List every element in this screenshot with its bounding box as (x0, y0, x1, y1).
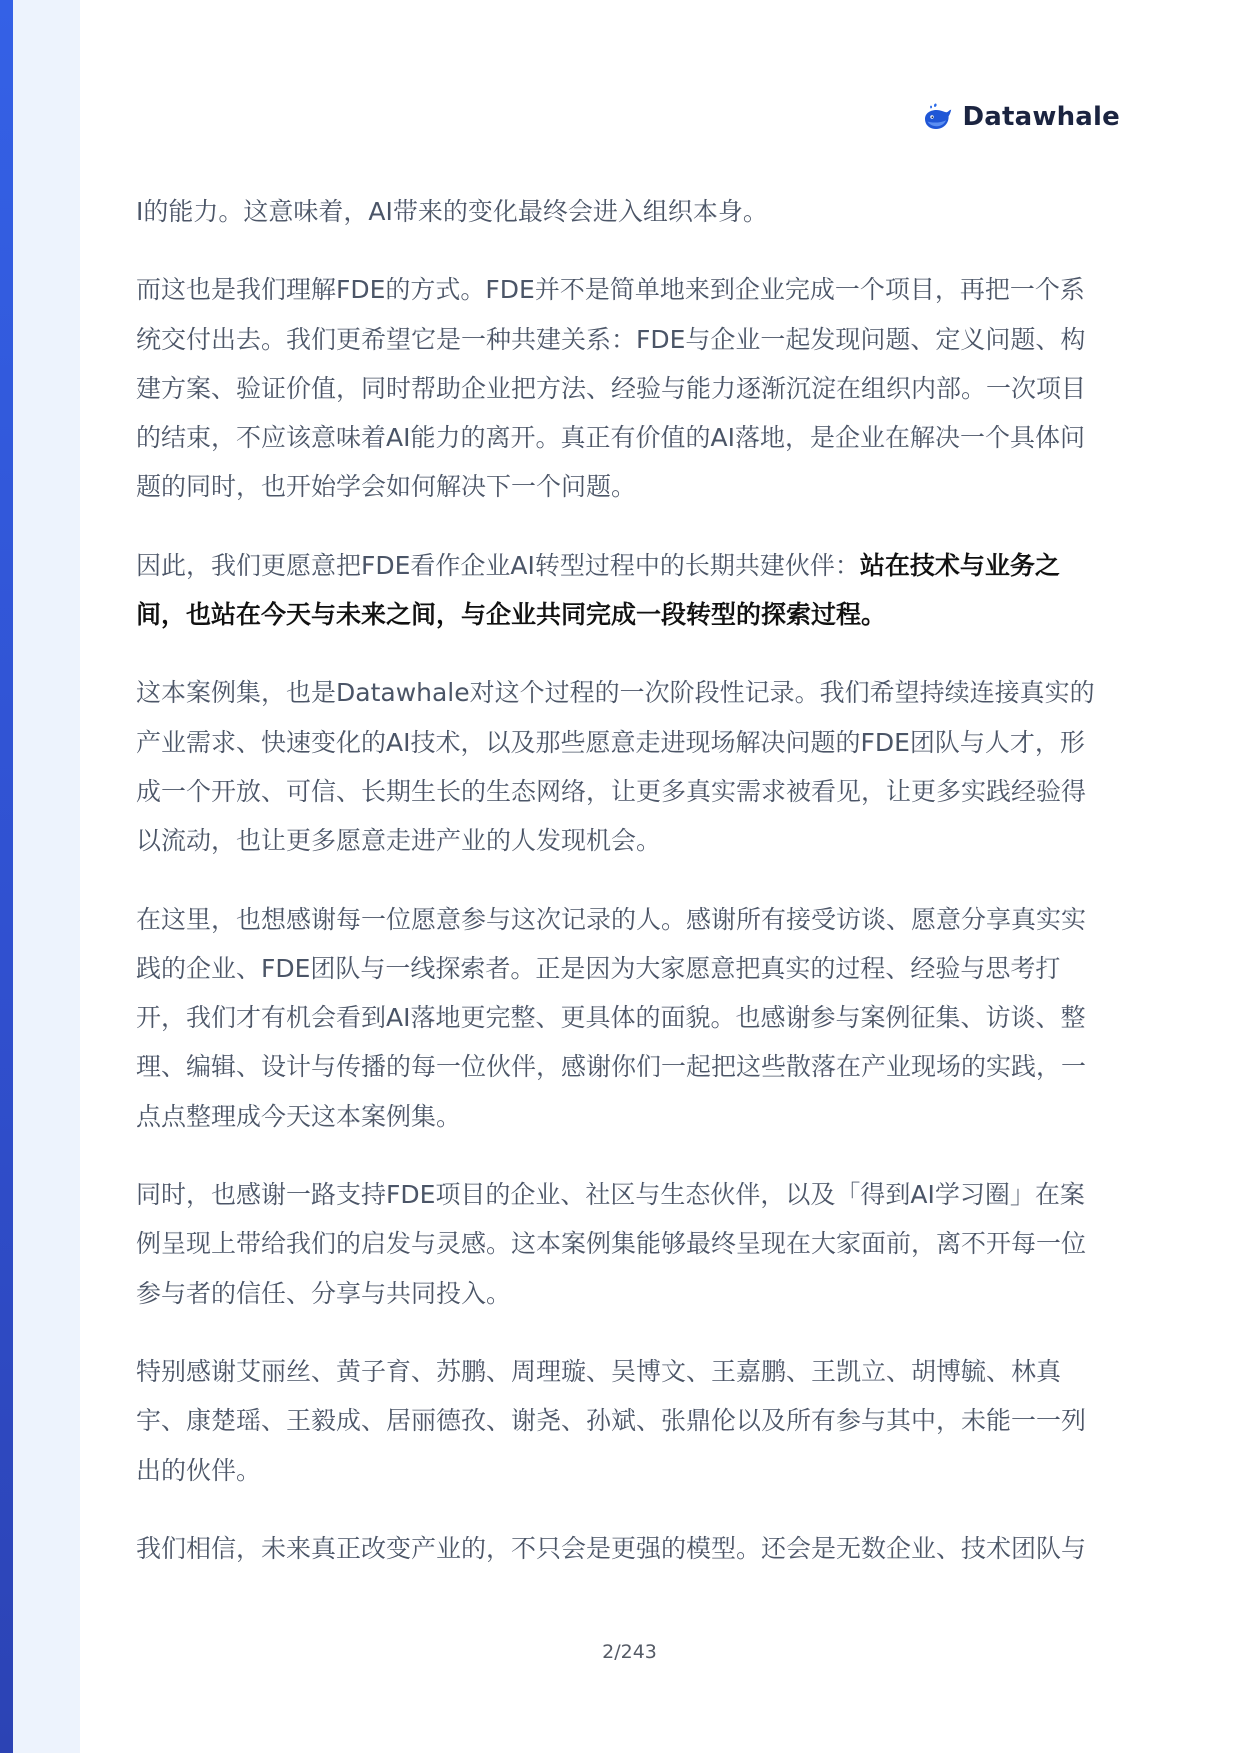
emphasis-text: 间，也站在今天与未来之间，与企业共同完成一段转型的探索过程。 (136, 600, 887, 630)
body-line: 例呈现上带给我们的启发与灵感。这本案例集能够最终呈现在大家面前，离不开每一位 (136, 1229, 1087, 1259)
body-paragraph (136, 187, 1121, 236)
page-footer (0, 1638, 1259, 1666)
body-line: 开，我们才有机会看到AI落地更完整、更具体的面貌。也感谢参与案例征集、访谈、整 (136, 1003, 1086, 1033)
body-paragraph (136, 541, 1121, 640)
body-line: 特别感谢艾丽丝、黄子育、苏鹏、周理璇、吴博文、王嘉鹏、王凯立、胡博毓、林真 (136, 1356, 1062, 1386)
body-line: 在这里，也想感谢每一位愿意参与这次记录的人。感谢所有接受访谈、愿意分享真实实 (136, 904, 1087, 934)
logo-text: Datawhale (962, 102, 1120, 132)
body-line (136, 541, 1121, 590)
body-paragraph (136, 1347, 1121, 1495)
body-line: 点点整理成今天这本案例集。 (136, 1101, 462, 1131)
body-line: I的能力。这意味着，AI带来的变化最终会进入组织本身。 (136, 197, 768, 226)
body-line: 而这也是我们理解FDE的方式。FDE并不是简单地来到企业完成一个项目，再把一个系 (136, 275, 1085, 305)
body-paragraph (136, 1524, 1121, 1573)
body-line: 成一个开放、可信、长期生长的生态网络，让更多真实需求被看见，让更多实践经验得 (136, 776, 1087, 806)
body-paragraph (136, 1170, 1121, 1318)
body-text-segment: 因此，我们更愿意把FDE看作企业AI转型过程中的长期共建伙伴： (136, 550, 860, 580)
body-paragraph (136, 265, 1121, 511)
body-line (136, 590, 1121, 639)
body-line: 践的企业、FDE团队与一线探索者。正是因为大家愿意把真实的过程、经验与思考打 (136, 953, 1061, 983)
side-margin-band (13, 0, 80, 1753)
emphasis-text: 站在技术与业务之 (859, 550, 1060, 580)
datawhale-logo (923, 100, 1120, 134)
body-line: 宇、康楚瑶、王毅成、居丽德孜、谢尧、孙斌、张鼎伦以及所有参与其中，未能一一列 (136, 1406, 1087, 1436)
body-line: 同时，也感谢一路支持FDE项目的企业、社区与生态伙伴，以及「得到AI学习圈」在案 (136, 1180, 1085, 1210)
body-line: 我们相信，未来真正改变产业的，不只会是更强的模型。还会是无数企业、技术团队与 (136, 1533, 1087, 1563)
body-text (136, 187, 1121, 1602)
body-line: 建方案、验证价值，同时帮助企业把方法、经验与能力逐渐沉淀在组织内部。一次项目 (136, 373, 1087, 403)
body-line: 这本案例集，也是Datawhale对这个过程的一次阶段性记录。我们希望持续连接真实的 (136, 678, 1095, 708)
body-line: 出的伙伴。 (136, 1455, 262, 1485)
body-paragraph (136, 895, 1121, 1141)
body-paragraph (136, 668, 1121, 865)
body-line: 理、编辑、设计与传播的每一位伙伴，感谢你们一起把这些散落在产业现场的实践，一 (136, 1052, 1087, 1082)
body-line: 的结束，不应该意味着AI能力的离开。真正有价值的AI落地，是企业在解决一个具体问 (136, 423, 1085, 453)
body-line: 以流动，也让更多愿意走进产业的人发现机会。 (136, 826, 662, 856)
page-number: 2/243 (602, 1641, 657, 1663)
body-line: 题的同时，也开始学会如何解决下一个问题。 (136, 472, 637, 502)
body-line: 参与者的信任、分享与共同投入。 (136, 1278, 512, 1308)
body-line: 产业需求、快速变化的AI技术，以及那些愿意走进现场解决问题的FDE团队与人才，形 (136, 727, 1085, 757)
body-line: 统交付出去。我们更希望它是一种共建关系：FDE与企业一起发现问题、定义问题、构 (136, 324, 1086, 354)
whale-icon (923, 102, 953, 132)
side-accent-bar (0, 0, 13, 1753)
